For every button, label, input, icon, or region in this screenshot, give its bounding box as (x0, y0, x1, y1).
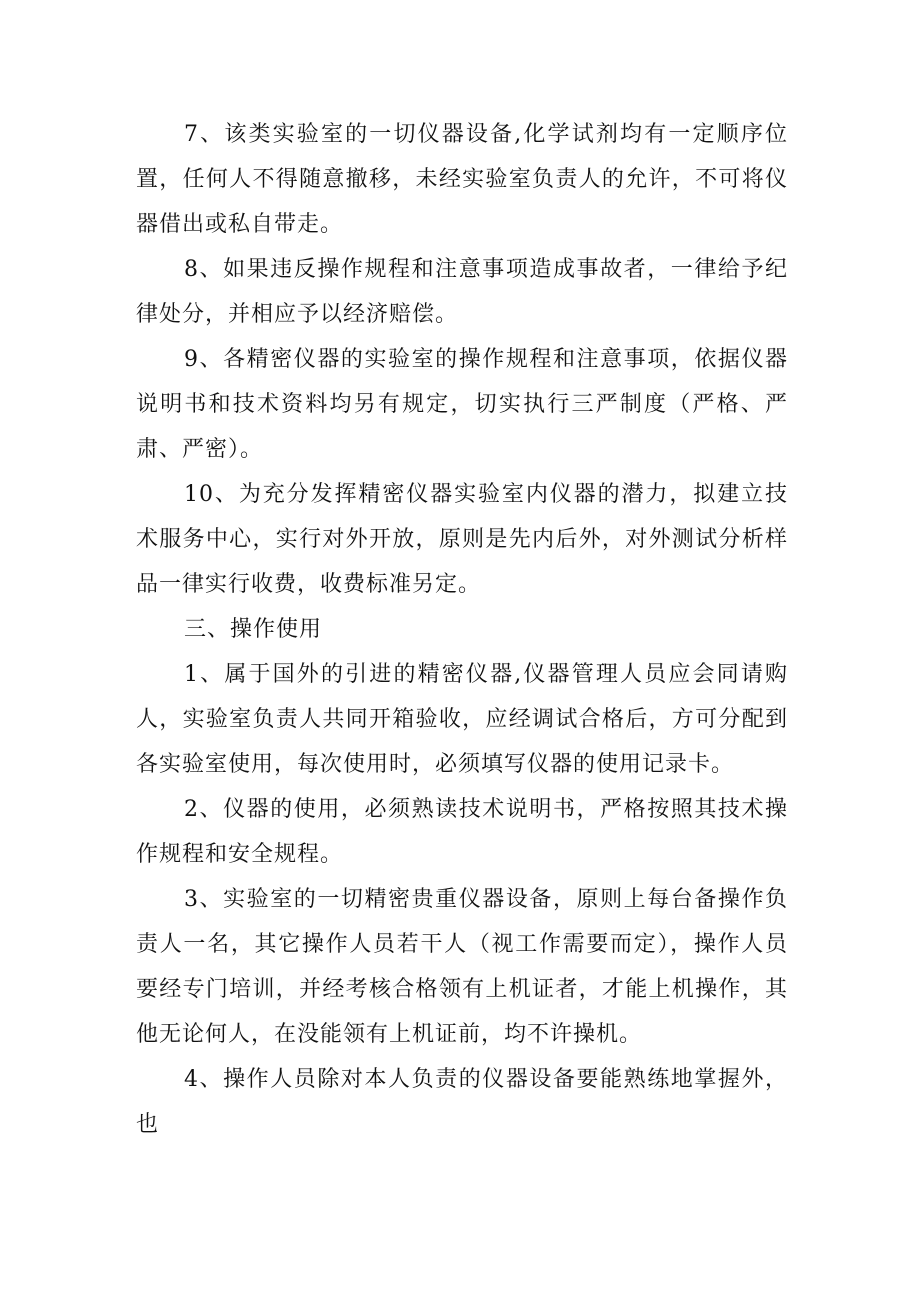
paragraph-op-4: 4、操作人员除对本人负责的仪器设备要能熟练地掌握外，也 (136, 1067, 788, 1137)
paragraph-7: 7、该类实验室的一切仪器设备,化学试剂均有一定顺序位置，任何人不得随意撤移，未经实验室负责人的允许，不可将仪器借出或私自带走。 (136, 122, 788, 237)
paragraph-9: 9、各精密仪器的实验室的操作规程和注意事项，依据仪器说明书和技术资料均另有规定，切实执行三严制度（严格、严肃、严密）。 (136, 347, 788, 462)
paragraph-10: 10、为充分发挥精密仪器实验室内仪器的潜力，拟建立技术服务中心，实行对外开放，原则是先内后外，对外测试分析样品一律实行收费，收费标准另定。 (136, 482, 788, 597)
paragraph-op-1: 1、属于国外的引进的精密仪器,仪器管理人员应会同请购人，实验室负责人共同开箱验收，应经调试合格后，方可分配到各实验室使用，每次使用时，必须填写仪器的使用记录卡。 (136, 662, 788, 777)
document-body (136, 112, 788, 1147)
paragraph-8: 8、如果违反操作规程和注意事项造成事故者，一律给予纪律处分，并相应予以经济赔偿。 (136, 257, 788, 327)
paragraph-op-3: 3、实验室的一切精密贵重仪器设备，原则上每台备操作负责人一名，其它操作人员若干人（视工作需要而定），操作人员要经专门培训，并经考核合格领有上机证者，才能上机操作，其他无论何人，在没能领有上机证前，均不许操机。 (136, 887, 788, 1047)
section-heading-operation-use: 三、操作使用 (184, 617, 323, 642)
paragraph-op-2: 2、仪器的使用，必须熟读技术说明书，严格按照其技术操作规程和安全规程。 (136, 797, 788, 867)
